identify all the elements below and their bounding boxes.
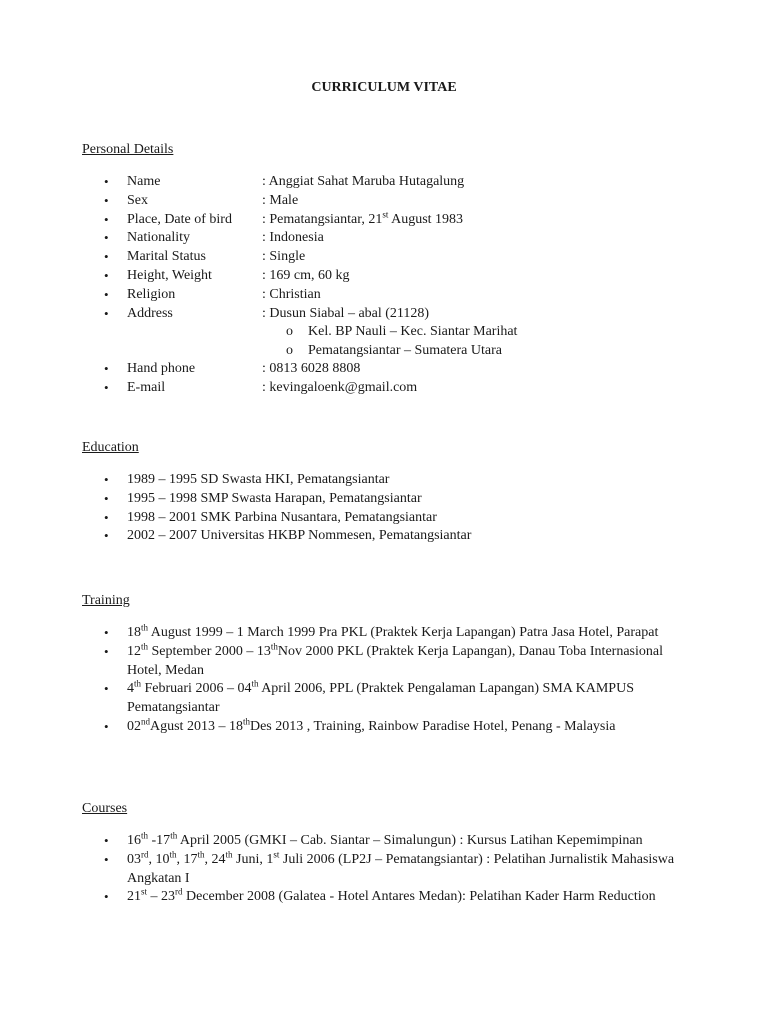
bullet-icon: • — [104, 509, 109, 525]
bullet-icon: • — [104, 361, 109, 376]
bullet-icon: • — [104, 889, 109, 905]
personal-value: : kevingaloenk@gmail.com — [262, 379, 418, 395]
personal-value: : Christian — [262, 286, 321, 302]
education-item: • 1995 – 1998 SMP Swasta Harapan, Pematangsiantar — [0, 490, 768, 509]
personal-row-height-weight — [0, 267, 768, 286]
address-sub-item: o Pematangsiantar – Sumatera Utara — [0, 342, 768, 361]
courses-list — [0, 832, 768, 907]
personal-value: : Anggiat Sahat Maruba Hutagalung — [262, 174, 465, 189]
bullet-icon: • — [104, 249, 109, 265]
personal-label: Hand phone — [127, 361, 196, 376]
address-sub-list — [0, 323, 768, 361]
personal-label: Religion — [127, 286, 176, 302]
personal-row-name — [0, 173, 768, 192]
personal-row-birth — [0, 208, 768, 230]
personal-value: : Single — [262, 249, 306, 265]
education-item: • 1998 – 2001 SMK Parbina Nusantara, Pematangsiantar — [0, 509, 768, 528]
bullet-icon: • — [104, 851, 109, 867]
bullet-icon: • — [104, 472, 109, 487]
personal-value: : Pematangsiantar, 21st August 1983 — [262, 208, 464, 227]
personal-label: E-mail — [127, 379, 166, 395]
bullet-icon: • — [104, 286, 109, 302]
circle-bullet-icon: o — [286, 342, 293, 358]
training-item: • 12th September 2000 – 13thNov 2000 PKL (Praktek Kerja Lapangan), Danau Toba Internasional Hotel, Medan — [104, 641, 663, 678]
training-item: • 02ndAgust 2013 – 18thDes 2013 , Training, Rainbow Paradise Hotel, Penang - Malaysia — [0, 718, 768, 737]
personal-label: Place, Date of bird — [127, 211, 232, 227]
personal-row-phone — [0, 360, 768, 379]
education-list — [0, 471, 768, 546]
personal-contact-list — [0, 360, 768, 398]
personal-row-email — [0, 379, 768, 398]
personal-value: : Male — [262, 192, 299, 208]
address-sub-item: o Kel. BP Nauli – Kec. Siantar Marihat — [0, 323, 768, 342]
personal-label: Address — [127, 305, 173, 321]
bullet-icon: • — [104, 681, 109, 697]
personal-row-marital — [0, 248, 768, 267]
education-item: • 2002 – 2007 Universitas HKBP Nommesen, Pematangsiantar — [0, 527, 768, 546]
bullet-icon: • — [104, 230, 109, 246]
personal-value: : Dusun Siabal – abal (21128) — [262, 305, 430, 321]
bullet-icon: • — [104, 833, 109, 848]
personal-value: : 169 cm, 60 kg — [262, 267, 350, 283]
personal-value: : 0813 6028 8808 — [262, 361, 361, 376]
training-list — [0, 624, 768, 737]
bullet-icon: • — [104, 174, 109, 189]
training-heading: Training — [82, 593, 130, 608]
course-item: • 21st – 23rd December 2008 (Galatea - Hotel Antares Medan): Pelatihan Kader Harm Reduction — [0, 888, 768, 907]
training-item: • 4th Februari 2006 – 04th April 2006, PPL (Praktek Pengalaman Lapangan) SMA KAMPUS Pematangsiantar — [104, 678, 634, 716]
bullet-icon: • — [104, 192, 109, 208]
personal-label: Name — [127, 174, 161, 189]
course-item: • 03rd, 10th, 17th, 24th Juni, 1st Juli 2006 (LP2J – Pematangsiantar) : Pelatihan Jurnalistik Mahasiswa Angkatan I — [104, 849, 675, 886]
bullet-icon: • — [104, 625, 109, 640]
courses-heading: Courses — [82, 801, 128, 816]
bullet-icon: • — [104, 267, 109, 283]
bullet-icon: • — [104, 379, 109, 395]
personal-row-address — [0, 305, 768, 324]
personal-label: Marital Status — [127, 249, 206, 265]
personal-label: Height, Weight — [127, 267, 212, 283]
training-item: • 18th August 1999 – 1 March 1999 Pra PKL (Praktek Kerja Lapangan) Patra Jasa Hotel, Parapat — [0, 624, 768, 643]
personal-row-sex — [0, 192, 768, 211]
circle-bullet-icon: o — [286, 324, 293, 339]
education-item: • 1989 – 1995 SD Swasta HKI, Pematangsiantar — [0, 471, 768, 490]
course-item: • 16th -17th April 2005 (GMKI – Cab. Siantar – Simalungun) : Kursus Latihan Kepemimpinan — [0, 832, 768, 851]
bullet-icon: • — [104, 211, 109, 227]
personal-details-heading: Personal Details — [82, 142, 174, 157]
personal-value: : Indonesia — [262, 230, 324, 246]
personal-label: Nationality — [127, 230, 190, 246]
document-title: CURRICULUM VITAE — [311, 80, 457, 95]
personal-details-list — [0, 173, 768, 323]
personal-label: Sex — [127, 192, 148, 208]
bullet-icon: • — [104, 528, 109, 544]
education-heading: Education — [82, 440, 139, 455]
bullet-icon: • — [104, 490, 109, 506]
personal-row-religion — [0, 286, 768, 305]
bullet-icon: • — [104, 643, 109, 659]
bullet-icon: • — [104, 305, 109, 321]
personal-row-nationality — [0, 229, 768, 248]
bullet-icon: • — [104, 718, 109, 734]
